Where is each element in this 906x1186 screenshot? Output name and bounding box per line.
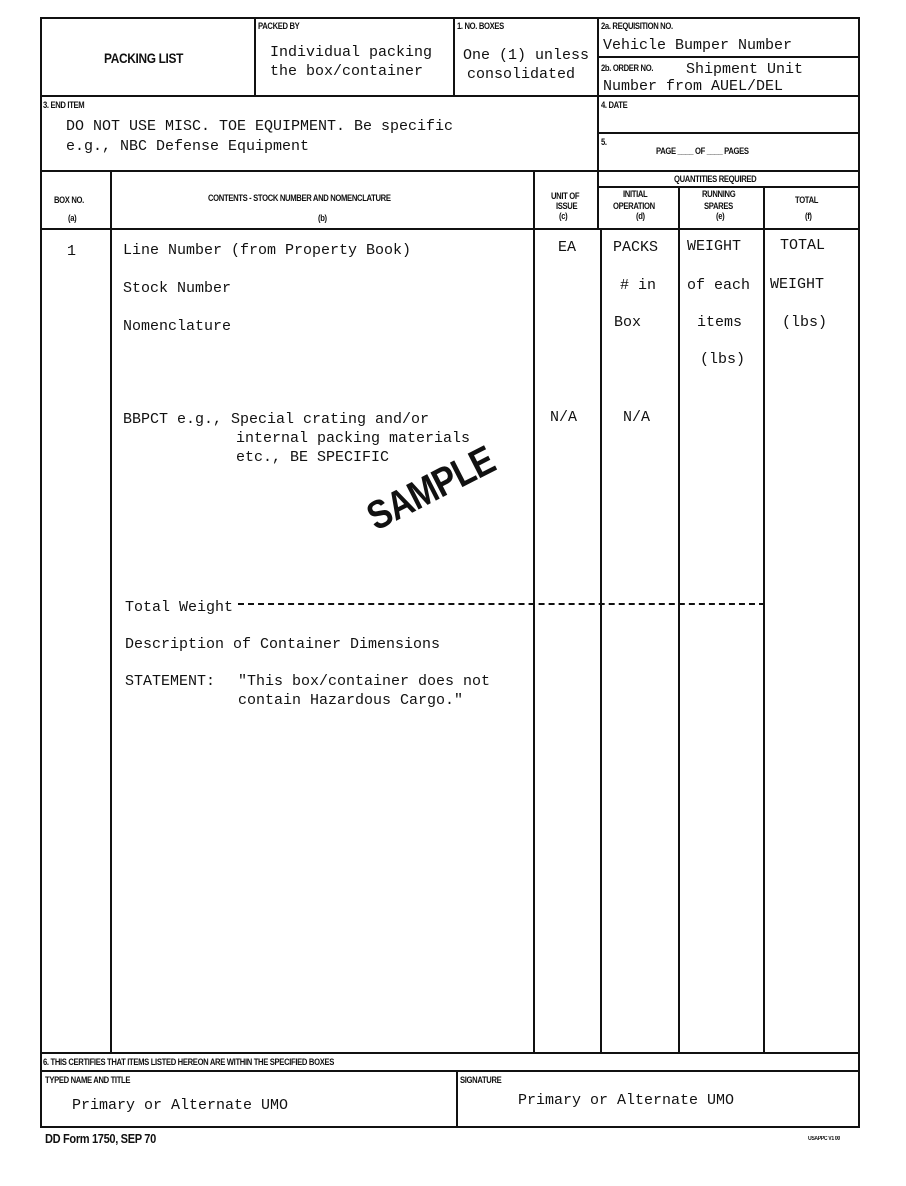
packed-by-value[interactable]: the box/container — [270, 63, 424, 80]
form-number: DD Form 1750, SEP 70 — [45, 1131, 156, 1146]
container-dimensions[interactable]: Description of Container Dimensions — [125, 636, 441, 653]
col-running-spares-2: SPARES — [704, 201, 733, 211]
box-number[interactable]: 1 — [67, 243, 77, 260]
divider — [597, 56, 859, 58]
col-contents-letter: (b) — [318, 213, 327, 223]
packed-by-label: PACKED BY — [258, 21, 300, 31]
edition-label: USAPPC V1 00 — [808, 1136, 840, 1142]
signature-value[interactable]: Primary or Alternate UMO — [518, 1092, 735, 1109]
col-total-letter: (f) — [805, 211, 812, 221]
col-initial-operation-2: OPERATION — [613, 201, 655, 211]
total-value[interactable]: WEIGHT — [770, 276, 825, 293]
divider — [763, 186, 765, 1052]
order-value[interactable]: Shipment Unit — [686, 61, 804, 78]
divider — [597, 186, 859, 188]
statement-text[interactable]: contain Hazardous Cargo." — [238, 692, 464, 709]
divider — [597, 17, 599, 228]
total-weight-dashed-line — [238, 603, 765, 605]
statement-label: STATEMENT: — [125, 673, 216, 690]
initial-value[interactable]: # in — [620, 277, 657, 294]
statement-text[interactable]: "This box/container does not — [238, 673, 491, 690]
divider — [600, 228, 602, 1052]
initial-value[interactable]: N/A — [623, 409, 651, 426]
end-item-label: 3. END ITEM — [43, 100, 85, 110]
spares-value[interactable]: of each — [687, 277, 751, 294]
no-boxes-value[interactable]: One (1) unless — [463, 47, 590, 64]
no-boxes-label: 1. NO. BOXES — [457, 21, 504, 31]
col-unit-of-issue-2: ISSUE — [556, 201, 578, 211]
initial-value[interactable]: Box — [614, 314, 642, 331]
end-item-value[interactable]: DO NOT USE MISC. TOE EQUIPMENT. Be specific — [66, 118, 454, 135]
divider — [40, 1070, 860, 1072]
divider — [533, 170, 535, 1052]
col-initial-operation: INITIAL — [623, 189, 648, 199]
contents-line[interactable]: Stock Number — [123, 280, 232, 297]
spares-value[interactable]: items — [697, 314, 743, 331]
certify-label: 6. THIS CERTIFIES THAT ITEMS LISTED HEREON ARE WITHIN THE SPECIFIED BOXES — [43, 1057, 334, 1067]
col-unit-of-issue: UNIT OF — [551, 191, 580, 201]
divider — [40, 228, 860, 230]
quantities-required-label: QUANTITIES REQUIRED — [674, 174, 757, 184]
form-title: PACKING LIST — [104, 50, 184, 66]
typed-name-value[interactable]: Primary or Alternate UMO — [72, 1097, 289, 1114]
col-initial-letter: (d) — [636, 211, 645, 221]
unit-value[interactable]: N/A — [550, 409, 578, 426]
total-weight-label[interactable]: Total Weight — [125, 599, 234, 616]
initial-value[interactable]: PACKS — [613, 239, 659, 256]
bbpct-line[interactable]: etc., BE SPECIFIC — [236, 449, 390, 466]
unit-value[interactable]: EA — [558, 239, 577, 256]
divider — [40, 1052, 860, 1054]
col-total: TOTAL — [795, 195, 819, 205]
end-item-value[interactable]: e.g., NBC Defense Equipment — [66, 138, 310, 155]
typed-name-label: TYPED NAME AND TITLE — [45, 1075, 131, 1085]
signature-label: SIGNATURE — [460, 1075, 502, 1085]
requisition-label: 2a. REQUISITION NO. — [601, 21, 673, 31]
divider — [456, 1070, 458, 1127]
bbpct-line[interactable]: internal packing materials — [236, 430, 471, 447]
divider — [254, 17, 256, 95]
spares-value[interactable]: WEIGHT — [687, 238, 742, 255]
total-value[interactable]: TOTAL — [780, 237, 826, 254]
col-running-spares: RUNNING — [702, 189, 736, 199]
contents-line[interactable]: Line Number (from Property Book) — [123, 242, 412, 259]
no-boxes-value[interactable]: consolidated — [467, 66, 576, 83]
divider — [40, 170, 860, 172]
total-value[interactable]: (lbs) — [782, 314, 828, 331]
spares-value[interactable]: (lbs) — [700, 351, 746, 368]
contents-line[interactable]: Nomenclature — [123, 318, 232, 335]
order-value[interactable]: Number from AUEL/DEL — [603, 78, 784, 95]
divider — [597, 132, 859, 134]
col-unit-letter: (c) — [559, 211, 568, 221]
page-count[interactable]: PAGE ____ OF ____ PAGES — [656, 146, 749, 156]
divider — [110, 170, 112, 1052]
col-contents: CONTENTS - STOCK NUMBER AND NOMENCLATURE — [208, 193, 391, 203]
packed-by-value[interactable]: Individual packing — [270, 44, 433, 61]
col-spares-letter: (e) — [716, 211, 725, 221]
sample-stamp: SAMPLE — [360, 437, 502, 540]
divider — [453, 17, 455, 95]
col-box-no-letter: (a) — [68, 213, 77, 223]
col-box-no: BOX NO. — [54, 195, 84, 205]
date-label: 4. DATE — [601, 100, 628, 110]
requisition-value[interactable]: Vehicle Bumper Number — [603, 37, 793, 54]
bbpct-line[interactable]: BBPCT e.g., Special crating and/or — [123, 411, 430, 428]
divider — [678, 186, 680, 1052]
order-label: 2b. ORDER NO. — [601, 63, 654, 73]
page-label: 5. — [601, 137, 607, 147]
